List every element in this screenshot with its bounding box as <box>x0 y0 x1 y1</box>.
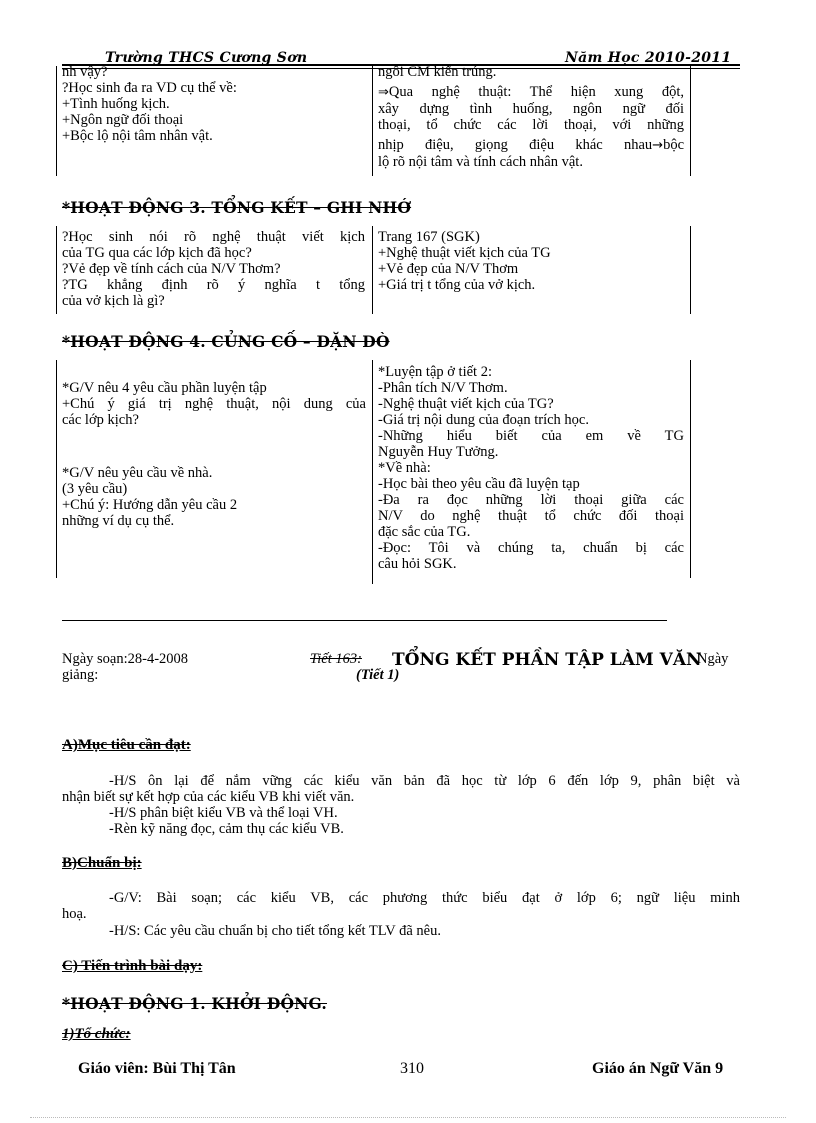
table1-right-line: thoại, tổ chức các lời thoại, với những <box>378 117 684 133</box>
section-b-title: B)Chuẩn bị: <box>62 855 142 871</box>
activity4-right-line: -Học bài theo yêu cầu đã luyện tạp <box>378 476 580 492</box>
activity4-right-line: -Những hiểu biết của em về TG <box>378 428 684 444</box>
footer-subject: Giáo án Ngữ Văn 9 <box>592 1060 724 1077</box>
activity3-question: của vở kịch là gì? <box>62 293 165 309</box>
paragraph: -H/S ôn lại để nắm vững các kiểu văn bản đã học từ lớp 6 đến lớp 9, phân biệt và <box>109 773 740 789</box>
header-year: Năm Học 2010-2011 <box>565 50 732 66</box>
activity4-right-line: N/V do nghệ thuật tổ chức đối thoại <box>378 508 684 524</box>
table1-right-cell <box>378 64 684 170</box>
table1-right-line: nhịp điệu, giọng điệu khác nhau→bộc <box>378 137 684 153</box>
activity3-answer: +Nghệ thuật viết kịch của TG <box>378 245 551 261</box>
implies-arrow-icon: ⇒ <box>378 85 389 100</box>
activity3-left-cell <box>62 229 365 309</box>
table1-right-line: ngôi CM kiến trúng. <box>378 64 497 80</box>
table1-left-line: +Bộc lộ nội tâm nhân vật. <box>62 128 213 144</box>
paragraph: -G/V: Bài soạn; các kiểu VB, các phương thức biểu đạt ở lớp 6; ngữ liệu minh <box>109 890 740 906</box>
date-prepared: Ngày soạn:28-4-2008 <box>62 651 189 667</box>
section-a-body <box>62 773 740 837</box>
section-a-title: A)Mục tiêu cần đạt: <box>62 737 191 753</box>
activity3-question: của TG qua các lớp kịch đã học? <box>62 245 252 261</box>
table1-left-line: nh vậy? <box>62 64 108 80</box>
footer-teacher: Giáo viên: Bùi Thị Tân <box>78 1060 236 1077</box>
paragraph: nhận biết sự kết hợp của các kiểu VB khi viết văn. <box>62 789 355 805</box>
lesson-number: Tiết 163: <box>310 651 362 667</box>
activity4-right-line: -Phân tích N/V Thơm. <box>378 380 508 396</box>
paragraph: -H/S phân biệt kiểu VB và thể loại VH. <box>109 805 338 821</box>
page-edge <box>30 1117 786 1118</box>
activity3-answer: +Giá trị t tổng của vở kịch. <box>378 277 536 293</box>
activity4-left-line: *G/V nêu 4 yêu cầu phần luyện tập <box>62 380 267 396</box>
activity3-answer: Trang 167 (SGK) <box>378 229 480 245</box>
activity4-right-line: -Nghệ thuật viết kịch của TG? <box>378 396 554 412</box>
activity3-question: ?Học sinh nói rõ nghệ thuật viết kịch <box>62 229 365 245</box>
section-c-title: C) Tiến trình bài dạy: <box>62 958 203 974</box>
organization-subheading: 1)Tổ chức: <box>62 1026 131 1042</box>
lesson-date <box>62 651 188 683</box>
activity4-left-line: *G/V nêu yêu cầu về nhà. <box>62 465 213 481</box>
activity4-right-line: -Giá trị nội dung của đoạn trích học. <box>378 412 589 428</box>
activity4-right-line: -Đọc: Tôi và chúng ta, chuẩn bị các <box>378 540 684 556</box>
table1-right-line: lộ rõ nội tâm và tính cách nhân vật. <box>378 154 583 170</box>
activity1-heading: *HOẠT ĐỘNG 1. KHỞI ĐỘNG. <box>62 994 328 1013</box>
activity4-heading: *HOẠT ĐỘNG 4. CỦNG CỐ – DẶN DÒ <box>62 332 390 351</box>
activity3-answer: +Vẻ đẹp của N/V Thơm <box>378 261 519 277</box>
activity4-left-line: +Chú ý giá trị nghệ thuật, nội dung của <box>62 396 366 412</box>
page-number: 310 <box>400 1060 424 1077</box>
date-teaching-prefix: Ngày <box>697 651 729 667</box>
activity4-left-line: các lớp kịch? <box>62 412 139 428</box>
activity4-right-line: *Về nhà: <box>378 460 431 476</box>
activity4-left-block2 <box>62 465 366 529</box>
date-teaching-label: giảng: <box>62 667 99 683</box>
activity3-heading: *HOẠT ĐỘNG 3. TỔNG KẾT – GHI NHỚ <box>62 198 412 217</box>
activity3-right-cell <box>378 229 684 293</box>
activity4-left-line: +Chú ý: Hướng dẫn yêu cầu 2 <box>62 497 238 513</box>
activity4-right-line: -Đa ra đọc những lời thoại giữa các <box>378 492 684 508</box>
activity3-question: ?Vẻ đẹp về tính cách của N/V Thơm? <box>62 261 281 277</box>
activity4-right-line: Nguyễn Huy Tưởng. <box>378 444 499 460</box>
table1-right-line: xây dựng tình huống, ngôn ngữ đối <box>378 101 684 117</box>
table-border-right <box>690 360 691 578</box>
activity4-left-line: những ví dụ cụ thể. <box>62 513 175 529</box>
activity4-left-block1 <box>62 380 366 428</box>
lesson-title: TỔNG KẾT PHẦN TẬP LÀM VĂN <box>392 650 702 670</box>
table1-right-line: ⇒Qua nghệ thuật: Thể hiện xung đột, <box>378 84 684 100</box>
activity4-right-line: đặc sắc của TG. <box>378 524 471 540</box>
table-border-right <box>690 226 691 314</box>
section-separator <box>62 620 667 621</box>
table-border-middle <box>372 226 373 314</box>
activity3-question: ?TG khẳng định rõ ý nghĩa t tổng <box>62 277 365 293</box>
table1-left-cell <box>62 64 367 144</box>
section-b-body <box>62 890 740 939</box>
table-border-middle <box>372 360 373 584</box>
table-border-left <box>56 66 57 176</box>
paragraph: -Rèn kỹ năng đọc, cảm thụ các kiểu VB. <box>109 821 344 837</box>
paragraph: hoạ. <box>62 906 87 922</box>
paragraph: -H/S: Các yêu cầu chuẩn bị cho tiết tổng kết TLV đã nêu. <box>109 923 441 939</box>
activity4-right-line: *Luyện tập ở tiết 2: <box>378 364 492 380</box>
header-school: Trường THCS Cương Sơn <box>105 50 308 66</box>
activity4-right-cell <box>378 364 684 572</box>
lesson-subtitle: (Tiết 1) <box>356 667 400 683</box>
table1-left-line: ?Học sinh đa ra VD cụ thể về: <box>62 80 237 96</box>
activity4-right-line: câu hỏi SGK. <box>378 556 457 572</box>
table-border-middle <box>372 66 373 176</box>
table-border-right <box>690 66 691 176</box>
right-arrow-icon: → <box>652 138 664 153</box>
table1-left-line: +Tình huống kịch. <box>62 96 170 112</box>
activity4-left-line: (3 yêu cầu) <box>62 481 128 497</box>
table-border-left <box>56 360 57 578</box>
table1-left-line: +Ngôn ngữ đối thoại <box>62 112 184 128</box>
table-border-left <box>56 226 57 314</box>
